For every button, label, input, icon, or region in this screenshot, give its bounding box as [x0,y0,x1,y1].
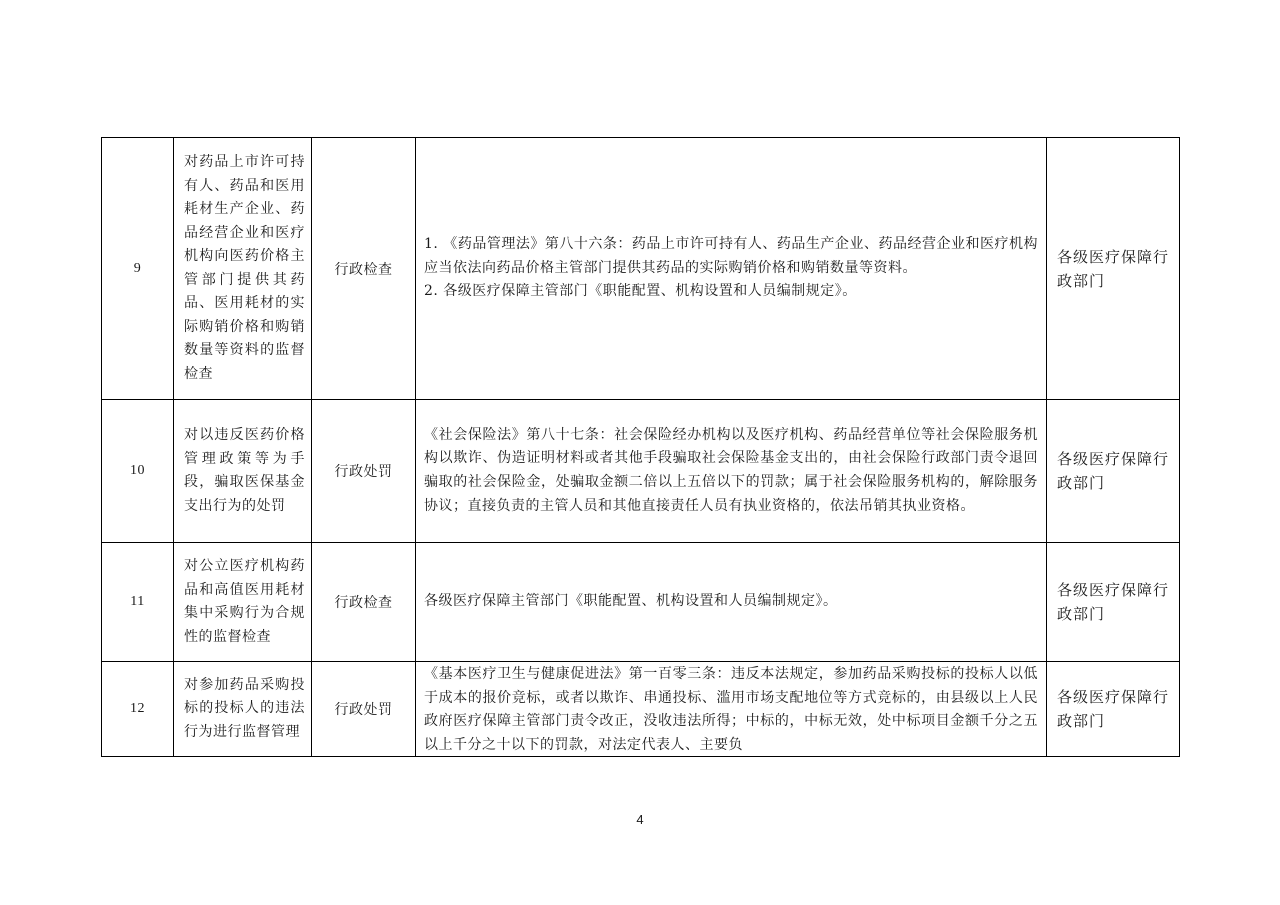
legal-basis [416,543,1047,662]
action-type: 行政检查 [312,138,416,400]
responsible-dept: 各级医疗保障行政部门 [1047,400,1180,543]
item-name: 对药品上市许可持有人、药品和医用耗材生产企业、药品经营企业和医疗机构向医药价格主管部门提供其药品、医用耗材的实际购销价格和购销数量等资料的监督检查 [174,138,312,400]
item-name: 对参加药品采购投标的投标人的违法行为进行监督管理 [174,662,312,757]
responsible-dept: 各级医疗保障行政部门 [1047,662,1180,757]
table-row [102,138,1180,400]
legal-basis [416,662,1047,757]
row-number: 9 [102,138,174,400]
action-type: 行政检查 [312,543,416,662]
basis-paragraph: 1. 《药品管理法》第八十六条：药品上市许可持有人、药品生产企业、药品经营企业和医疗机构应当依法向药品价格主管部门提供其药品的实际购销价格和购销数量等资料。 [424,236,1038,276]
responsible-dept: 各级医疗保障行政部门 [1047,543,1180,662]
table-row [102,400,1180,543]
basis-paragraph: 《社会保险法》第八十七条：社会保险经办机构以及医疗机构、药品经营单位等社会保险服务机构以欺诈、伪造证明材料或者其他手段骗取社会保险基金支出的，由社会保险行政部门责令退回骗取的社会保险金，处骗取金额二倍以上五倍以下的罚款；属于社会保险服务机构的，解除服务协议；直接负责的主管人员和其他直接责任人员有执业资格的，依法吊销其执业资格。 [424,426,1038,514]
action-type: 行政处罚 [312,400,416,543]
row-number: 10 [102,400,174,543]
item-name: 对以违反医药价格管理政策等为手段，骗取医保基金支出行为的处罚 [174,400,312,543]
regulation-table [101,137,1180,757]
basis-paragraph: 2. 各级医疗保障主管部门《职能配置、机构设置和人员编制规定》。 [424,283,857,300]
action-type: 行政处罚 [312,662,416,757]
item-name: 对公立医疗机构药品和高值医用耗材集中采购行为合规性的监督检查 [174,543,312,662]
basis-paragraph: 《基本医疗卫生与健康促进法》第一百零三条：违反本法规定，参加药品采购投标的投标人以低于成本的报价竞标，或者以欺诈、串通投标、滥用市场支配地位等方式竞标的，由县级以上人民政府医疗保障主管部门责令改正，没收违法所得；中标的，中标无效，处中标项目金额千分之五以上千分之十以下的罚款，对法定代表人、主要负 [424,666,1038,753]
row-number: 12 [102,662,174,757]
page-number: 4 [636,812,644,827]
row-number: 11 [102,543,174,662]
responsible-dept: 各级医疗保障行政部门 [1047,138,1180,400]
table-row [102,662,1180,757]
legal-basis [416,400,1047,543]
table-row [102,543,1180,662]
legal-basis [416,138,1047,400]
basis-paragraph: 各级医疗保障主管部门《职能配置、机构设置和人员编制规定》。 [424,593,838,610]
